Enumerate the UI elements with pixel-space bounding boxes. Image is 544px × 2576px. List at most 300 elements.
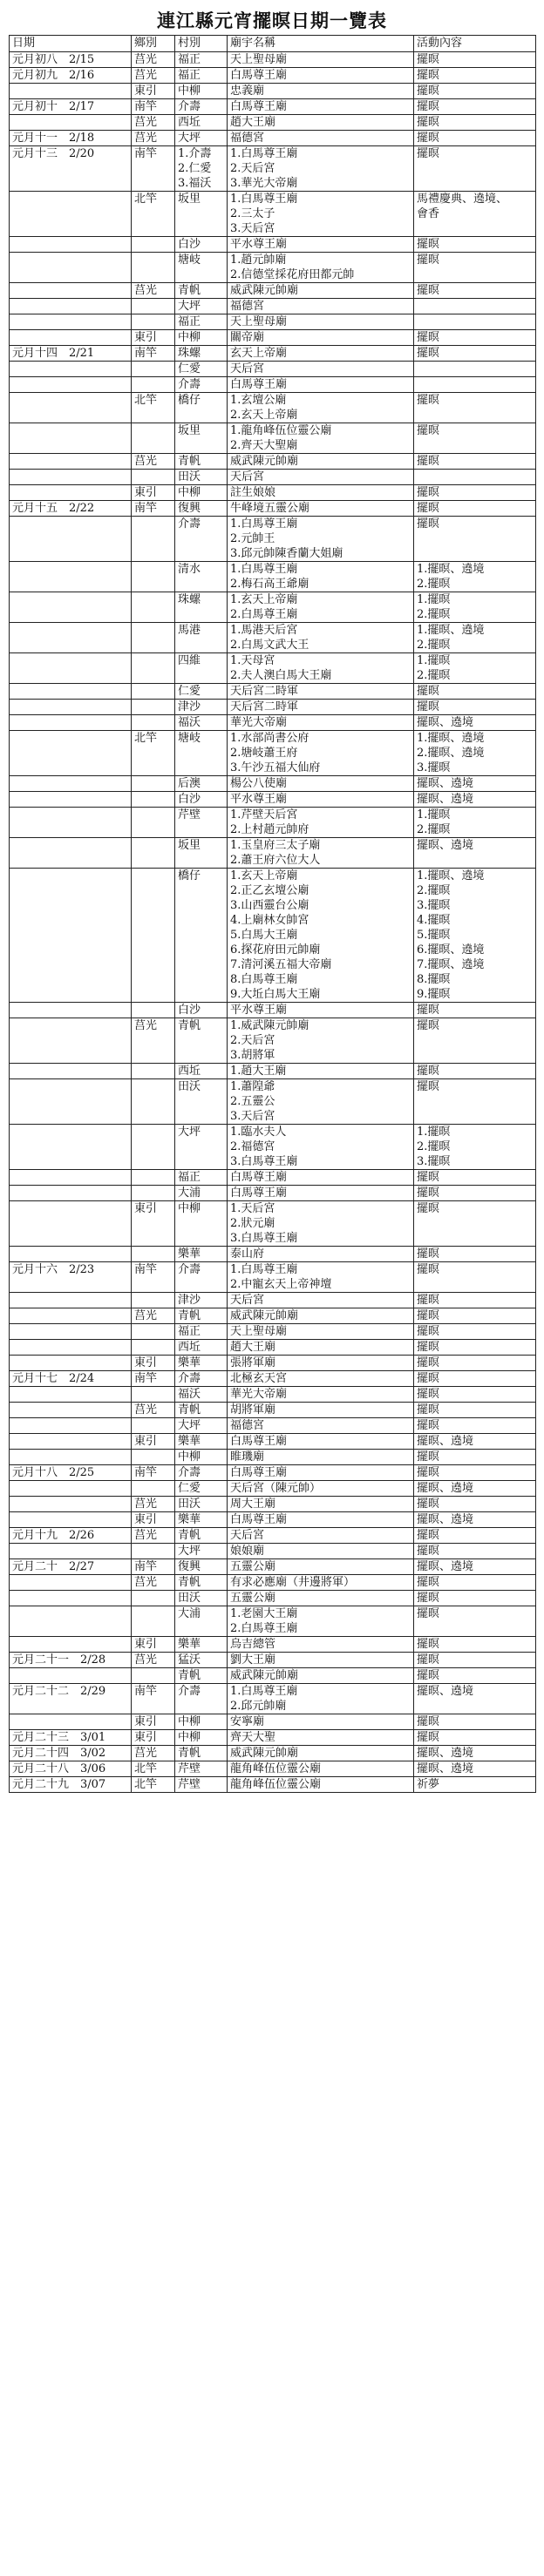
town-cell xyxy=(132,592,175,623)
temple-cell-line: 烏吉總管 xyxy=(230,1638,276,1651)
temple-cell-line: 1.馬港天后宮 xyxy=(230,624,298,637)
activity-cell-line: 擺暝 xyxy=(417,147,440,160)
town-cell xyxy=(132,1544,175,1559)
temple-cell xyxy=(228,1293,414,1308)
temple-cell-line: 2.天后宮 xyxy=(230,162,275,175)
activity-cell xyxy=(414,1497,536,1512)
town-cell xyxy=(132,423,175,454)
temple-cell xyxy=(228,1730,414,1746)
village-cell: 介壽 xyxy=(175,1262,228,1293)
town-cell: 南竿 xyxy=(132,1559,175,1575)
temple-cell xyxy=(228,1262,414,1293)
activity-cell-line xyxy=(417,377,533,392)
temple-cell xyxy=(228,653,414,684)
village-cell: 青帆 xyxy=(175,1668,228,1684)
activity-cell-line: 2.擺暝 xyxy=(417,639,451,652)
town-cell xyxy=(132,253,175,283)
temple-cell xyxy=(228,99,414,115)
temple-cell-line: 2.上村趙元帥府 xyxy=(230,823,309,836)
activity-cell xyxy=(414,1668,536,1684)
activity-cell xyxy=(414,99,536,115)
temple-cell xyxy=(228,131,414,146)
temple-cell-line: 有求必應廟（井邊將軍） xyxy=(230,1576,356,1589)
activity-cell-line: 擺暝 xyxy=(417,1576,440,1589)
temple-cell xyxy=(228,84,414,99)
temple-cell xyxy=(228,330,414,346)
activity-cell xyxy=(414,501,536,517)
town-cell: 東引 xyxy=(132,1512,175,1528)
table-row xyxy=(10,346,536,362)
activity-cell-line: 擺暝 xyxy=(417,132,440,145)
village-cell: 珠螺 xyxy=(175,346,228,362)
activity-cell-line: 3.擺暝 xyxy=(417,761,451,774)
temple-cell-line: 3.邱元帥陳香蘭大姐廟 xyxy=(230,547,343,560)
date-cell: 元月十三 2/20 xyxy=(10,146,132,192)
town-cell xyxy=(132,684,175,700)
table-row xyxy=(10,684,536,700)
activity-cell xyxy=(414,1465,536,1481)
activity-cell-line: 擺暝、遶境 xyxy=(417,1513,474,1526)
temple-cell xyxy=(228,52,414,68)
village-cell: 樂華 xyxy=(175,1637,228,1653)
activity-cell xyxy=(414,1434,536,1450)
table-row xyxy=(10,377,536,393)
town-cell xyxy=(132,1064,175,1079)
temple-cell xyxy=(228,1465,414,1481)
activity-cell xyxy=(414,1247,536,1262)
town-cell xyxy=(132,1418,175,1434)
table-row xyxy=(10,562,536,592)
activity-cell xyxy=(414,792,536,808)
village-cell: 福正 xyxy=(175,52,228,68)
table-row xyxy=(10,423,536,454)
temple-cell-line: 關帝廟 xyxy=(230,331,265,344)
village-cell: 福正 xyxy=(175,1170,228,1186)
village-cell: 芹壁 xyxy=(175,1761,228,1777)
activity-cell xyxy=(414,283,536,299)
activity-cell xyxy=(414,1714,536,1730)
temple-cell-line: 白馬尊王廟 xyxy=(230,1187,288,1200)
activity-cell xyxy=(414,808,536,838)
date-cell xyxy=(10,1668,132,1684)
date-cell xyxy=(10,423,132,454)
activity-cell-line: 擺暝 xyxy=(417,1669,440,1682)
village-cell: 福沃 xyxy=(175,715,228,731)
temple-cell xyxy=(228,1761,414,1777)
table-row xyxy=(10,1018,536,1064)
activity-cell-line: 擺暝 xyxy=(417,1019,440,1032)
activity-cell-line: 擺暝 xyxy=(417,116,440,129)
temple-cell-line: 威武陳元帥廟 xyxy=(230,1747,299,1760)
temple-cell xyxy=(228,838,414,869)
village-cell: 塘岐 xyxy=(175,731,228,776)
table-row xyxy=(10,454,536,470)
temple-cell xyxy=(228,1528,414,1544)
date-cell: 元月二十 2/27 xyxy=(10,1559,132,1575)
activity-cell xyxy=(414,393,536,423)
temple-cell xyxy=(228,592,414,623)
table-row xyxy=(10,362,536,377)
temple-cell-line: 2.梅石高王爺廟 xyxy=(230,578,309,591)
table-row xyxy=(10,1746,536,1761)
date-cell xyxy=(10,1497,132,1512)
temple-cell-line: 1.老園大王廟 xyxy=(230,1607,298,1620)
town-cell: 東引 xyxy=(132,1434,175,1450)
temple-cell xyxy=(228,1637,414,1653)
table-row xyxy=(10,52,536,68)
date-cell xyxy=(10,623,132,653)
village-cell: 樂華 xyxy=(175,1356,228,1371)
temple-cell-line: 白馬尊王廟 xyxy=(230,1435,288,1448)
date-cell: 元月初九 2/16 xyxy=(10,68,132,84)
table-row xyxy=(10,1730,536,1746)
village-cell: 樂華 xyxy=(175,1247,228,1262)
table-row xyxy=(10,808,536,838)
activity-cell-line: 擺暝 xyxy=(417,1419,440,1432)
activity-cell-line: 擺暝 xyxy=(417,1004,440,1017)
table-row xyxy=(10,1340,536,1356)
date-cell xyxy=(10,1418,132,1434)
date-cell xyxy=(10,792,132,808)
activity-cell-line: 擺暝 xyxy=(417,1715,440,1728)
activity-cell-line: 擺暝 xyxy=(417,1466,440,1479)
town-cell xyxy=(132,653,175,684)
temple-cell xyxy=(228,731,414,776)
temple-cell-line: 1.芹壁天后宮 xyxy=(230,808,298,821)
date-cell xyxy=(10,485,132,501)
village-cell: 西坵 xyxy=(175,1340,228,1356)
table-row xyxy=(10,1064,536,1079)
temple-cell xyxy=(228,423,414,454)
table-row xyxy=(10,1606,536,1637)
village-cell: 大坪 xyxy=(175,1418,228,1434)
temple-cell xyxy=(228,485,414,501)
table-row xyxy=(10,1497,536,1512)
date-cell xyxy=(10,330,132,346)
activity-cell-line: 擺暝、遶境 xyxy=(417,1747,474,1760)
date-cell xyxy=(10,1018,132,1064)
table-row xyxy=(10,592,536,623)
activity-cell-line: 擺暝 xyxy=(417,1607,440,1620)
temple-cell xyxy=(228,623,414,653)
village-cell: 珠螺 xyxy=(175,592,228,623)
activity-cell-line: 2.擺暝 xyxy=(417,669,451,682)
date-cell: 元月二十八 3/06 xyxy=(10,1761,132,1777)
activity-cell xyxy=(414,192,536,237)
temple-cell-line: 平水尊王廟 xyxy=(230,238,288,251)
activity-cell-line: 擺暝 xyxy=(417,284,440,297)
date-cell xyxy=(10,84,132,99)
activity-cell xyxy=(414,684,536,700)
temple-cell-line: 天上聖母廟 xyxy=(230,315,288,328)
village-cell: 介壽 xyxy=(175,1371,228,1387)
town-cell: 南竿 xyxy=(132,501,175,517)
temple-cell xyxy=(228,1777,414,1793)
village-cell: 中柳 xyxy=(175,485,228,501)
town-cell xyxy=(132,838,175,869)
date-cell xyxy=(10,362,132,377)
temple-cell xyxy=(228,1308,414,1324)
date-cell xyxy=(10,377,132,393)
table-row xyxy=(10,1714,536,1730)
table-row xyxy=(10,1481,536,1497)
activity-cell-line: 2.擺暝 xyxy=(417,884,451,897)
temple-cell xyxy=(228,1340,414,1356)
town-cell xyxy=(132,1293,175,1308)
temple-cell-line: 威武陳元帥廟 xyxy=(230,1309,299,1322)
town-cell: 南竿 xyxy=(132,1465,175,1481)
activity-cell-line: 2.擺暝 xyxy=(417,1140,451,1153)
village-cell: 西坵 xyxy=(175,1064,228,1079)
activity-cell xyxy=(414,485,536,501)
date-cell xyxy=(10,838,132,869)
town-cell xyxy=(132,1170,175,1186)
activity-cell xyxy=(414,869,536,1003)
activity-cell-line: 擺暝 xyxy=(417,1498,440,1511)
activity-cell-line: 擺暝 xyxy=(417,1080,440,1093)
table-row xyxy=(10,253,536,283)
temple-cell xyxy=(228,1668,414,1684)
activity-cell-line: 擺暝、遶境 xyxy=(417,777,474,790)
temple-cell-line: 福德宮 xyxy=(230,132,265,145)
temple-cell-line: 2.元帥王 xyxy=(230,532,275,545)
temple-cell-line: 玄天上帝廟 xyxy=(230,347,288,360)
activity-cell-line: 2.擺暝、遶境 xyxy=(417,747,485,760)
temple-cell-line: 1.水部尚書公府 xyxy=(230,732,309,745)
table-row xyxy=(10,715,536,731)
town-cell: 北竿 xyxy=(132,1777,175,1793)
activity-cell xyxy=(414,1003,536,1018)
activity-cell-line: 擺暝 xyxy=(417,517,440,531)
activity-cell-line: 1.擺暝 xyxy=(417,808,451,821)
temple-cell-line: 1.白馬尊王廟 xyxy=(230,517,298,531)
date-cell: 元月十九 2/26 xyxy=(10,1528,132,1544)
activity-cell-line: 擺暝 xyxy=(417,1450,440,1464)
activity-cell-line: 擺暝 xyxy=(417,1529,440,1542)
town-cell xyxy=(132,715,175,731)
activity-cell-line: 1.擺暝、遶境 xyxy=(417,732,485,745)
town-cell xyxy=(132,700,175,715)
temple-cell xyxy=(228,1170,414,1186)
date-cell xyxy=(10,1575,132,1591)
date-cell xyxy=(10,115,132,131)
temple-cell xyxy=(228,470,414,485)
village-cell: 猛沃 xyxy=(175,1653,228,1668)
activity-cell-line: 擺暝 xyxy=(417,1341,440,1354)
activity-cell-line: 擺暝 xyxy=(417,1403,440,1416)
table-row xyxy=(10,68,536,84)
activity-cell xyxy=(414,237,536,253)
table-row xyxy=(10,1371,536,1387)
town-cell: 北竿 xyxy=(132,731,175,776)
temple-cell-line: 2.正乙玄壇公廟 xyxy=(230,884,309,897)
village-cell: 大坪 xyxy=(175,1125,228,1170)
table-row xyxy=(10,1465,536,1481)
date-cell xyxy=(10,1450,132,1465)
date-cell xyxy=(10,1356,132,1371)
temple-cell-line: 3.午沙五福大仙府 xyxy=(230,761,321,774)
temple-cell-line: 北極玄天宮 xyxy=(230,1372,288,1385)
temple-cell xyxy=(228,1481,414,1497)
table-row xyxy=(10,393,536,423)
temple-cell-line: 1.玄天上帝廟 xyxy=(230,593,298,606)
table-row xyxy=(10,1125,536,1170)
page-title: 連江縣元宵擺暝日期一覽表 xyxy=(157,10,387,31)
activity-cell xyxy=(414,1340,536,1356)
activity-cell-line: 擺暝 xyxy=(417,1592,440,1605)
temple-cell-line: 1.白馬尊王廟 xyxy=(230,147,298,160)
temple-cell xyxy=(228,454,414,470)
table-row xyxy=(10,1591,536,1606)
table-row xyxy=(10,501,536,517)
town-cell xyxy=(132,1606,175,1637)
table-row xyxy=(10,470,536,485)
temple-cell xyxy=(228,192,414,237)
date-cell xyxy=(10,1201,132,1247)
activity-cell xyxy=(414,423,536,454)
village-cell: 復興 xyxy=(175,1559,228,1575)
temple-cell-line: 娘娘廟 xyxy=(230,1545,265,1558)
temple-cell-line: 楊公八使廟 xyxy=(230,777,288,790)
village-cell: 白沙 xyxy=(175,792,228,808)
activity-cell xyxy=(414,314,536,330)
date-cell xyxy=(10,1591,132,1606)
activity-cell xyxy=(414,1125,536,1170)
temple-cell xyxy=(228,1559,414,1575)
date-cell xyxy=(10,653,132,684)
date-cell xyxy=(10,1324,132,1340)
temple-cell-line: 3.白馬尊王廟 xyxy=(230,1232,298,1245)
village-cell: 福正 xyxy=(175,68,228,84)
town-cell xyxy=(132,377,175,393)
temple-cell xyxy=(228,253,414,283)
activity-cell xyxy=(414,1418,536,1434)
date-cell xyxy=(10,684,132,700)
village-cell: 介壽 xyxy=(175,1684,228,1714)
town-cell: 莒光 xyxy=(132,1497,175,1512)
date-cell xyxy=(10,1247,132,1262)
temple-cell-line: 白馬尊王廟 xyxy=(230,1513,288,1526)
activity-cell-line: 擺暝 xyxy=(417,394,440,407)
temple-cell-line: 2.五靈公 xyxy=(230,1095,275,1108)
activity-cell xyxy=(414,1591,536,1606)
temple-cell-line: 天后宮二時軍 xyxy=(230,700,299,713)
town-cell: 東引 xyxy=(132,330,175,346)
village-cell: 大浦 xyxy=(175,1186,228,1201)
village-cell-line: 2.仁愛 xyxy=(178,162,212,175)
date-cell xyxy=(10,1170,132,1186)
village-cell: 西坵 xyxy=(175,115,228,131)
temple-cell-line: 天后宮 xyxy=(230,1529,265,1542)
activity-cell-line: 擺暝 xyxy=(417,1294,440,1307)
temple-cell-line: 3.白馬尊王廟 xyxy=(230,1155,298,1168)
temple-cell-line: 1.臨水夫人 xyxy=(230,1126,287,1139)
town-cell xyxy=(132,1481,175,1497)
town-cell xyxy=(132,1003,175,1018)
activity-cell-line: 7.擺暝、遶境 xyxy=(417,958,485,971)
temple-cell-line: 2.狀元廟 xyxy=(230,1217,275,1230)
table-row xyxy=(10,115,536,131)
date-cell xyxy=(10,1544,132,1559)
temple-cell-line: 白馬尊王廟 xyxy=(230,100,288,113)
town-cell: 南竿 xyxy=(132,1371,175,1387)
temple-cell-line: 華光大帝廟 xyxy=(230,716,288,729)
town-cell: 南竿 xyxy=(132,146,175,192)
village-cell: 芹壁 xyxy=(175,808,228,838)
temple-cell-line: 1.威武陳元帥廟 xyxy=(230,1019,309,1032)
village-cell: 坂里 xyxy=(175,423,228,454)
town-cell: 東引 xyxy=(132,485,175,501)
temple-cell xyxy=(228,1497,414,1512)
temple-cell-line: 五靈公廟 xyxy=(230,1560,276,1573)
activity-cell-line: 9.擺暝 xyxy=(417,988,451,1001)
activity-cell-line: 擺暝 xyxy=(417,685,440,698)
temple-cell-line: 2.白馬文武大王 xyxy=(230,639,309,652)
date-cell xyxy=(10,1125,132,1170)
activity-cell xyxy=(414,1018,536,1064)
table-row xyxy=(10,1575,536,1591)
town-cell: 南竿 xyxy=(132,1684,175,1714)
activity-cell-line: 擺暝、遶境 xyxy=(417,1762,474,1775)
temple-cell xyxy=(228,501,414,517)
temple-cell xyxy=(228,115,414,131)
activity-cell-line: 擺暝 xyxy=(417,1325,440,1338)
activity-cell-line: 擺暝 xyxy=(417,1247,440,1261)
temple-cell-line: 2.信德堂採花府田都元帥 xyxy=(230,268,355,281)
village-cell: 福正 xyxy=(175,314,228,330)
table-row xyxy=(10,1684,536,1714)
village-cell: 青帆 xyxy=(175,454,228,470)
town-cell xyxy=(132,1079,175,1125)
town-cell: 莒光 xyxy=(132,1018,175,1064)
table-row xyxy=(10,838,536,869)
village-cell: 四維 xyxy=(175,653,228,684)
table-row xyxy=(10,99,536,115)
schedule-table xyxy=(9,35,536,1793)
table-row xyxy=(10,1293,536,1308)
activity-cell xyxy=(414,1559,536,1575)
activity-cell-line: 6.擺暝、遶境 xyxy=(417,943,485,957)
table-row xyxy=(10,1637,536,1653)
town-cell: 莒光 xyxy=(132,1308,175,1324)
temple-cell-line: 3.胡將軍 xyxy=(230,1049,275,1062)
date-cell: 元月初八 2/15 xyxy=(10,52,132,68)
date-cell xyxy=(10,283,132,299)
temple-cell-line: 2.白馬尊王廟 xyxy=(230,608,298,621)
village-cell: 仁愛 xyxy=(175,362,228,377)
table-body xyxy=(10,52,536,1793)
temple-cell-line: 胡將軍廟 xyxy=(230,1403,276,1416)
temple-cell xyxy=(228,715,414,731)
date-cell: 元月十六 2/23 xyxy=(10,1262,132,1293)
activity-cell-line: 3.擺暝 xyxy=(417,899,451,912)
table-row xyxy=(10,192,536,237)
temple-cell xyxy=(228,1434,414,1450)
temple-cell-line: 2.夫人澳白馬大王廟 xyxy=(230,669,332,682)
table-row xyxy=(10,731,536,776)
date-cell xyxy=(10,808,132,838)
date-cell xyxy=(10,1079,132,1125)
date-cell xyxy=(10,1293,132,1308)
activity-cell-line: 3.擺暝 xyxy=(417,1155,451,1168)
temple-cell-line: 威武陳元帥廟 xyxy=(230,1669,299,1682)
village-cell: 大浦 xyxy=(175,1606,228,1637)
header-activity: 活動內容 xyxy=(414,36,536,52)
table-row xyxy=(10,330,536,346)
temple-cell-line: 齊天大聖 xyxy=(230,1731,276,1744)
town-cell: 東引 xyxy=(132,1201,175,1247)
village-cell: 坂里 xyxy=(175,838,228,869)
